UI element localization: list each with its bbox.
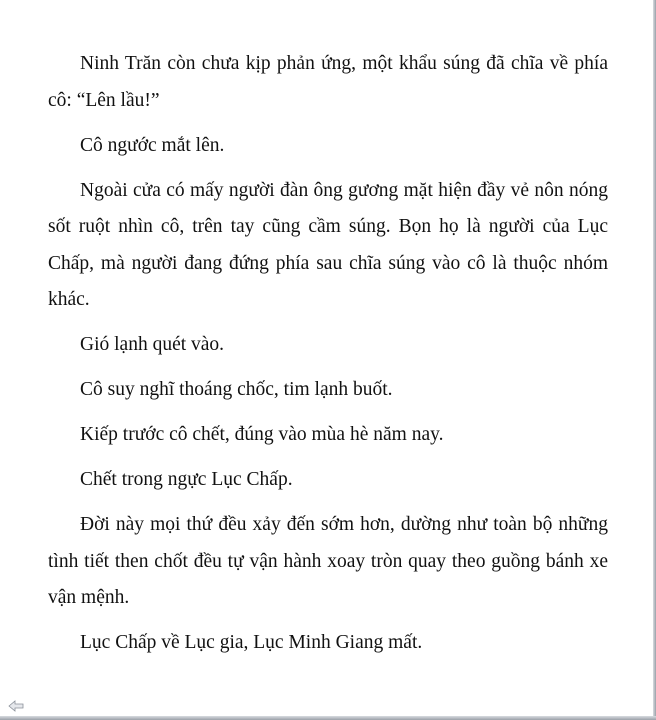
paragraph: Gió lạnh quét vào.	[80, 334, 225, 355]
page-frame-bottom	[0, 716, 656, 720]
paragraph: Đời này mọi thứ đều xảy đến sớm hơn, dường như toàn bộ những tình tiết then chốt đều tự vận hành xoay tròn quay theo guồng bánh xe vận mệnh.	[48, 514, 608, 608]
paragraph: Kiếp trước cô chết, đúng vào mùa hè năm nay.	[80, 424, 444, 445]
paragraph: Cô suy nghĩ thoáng chốc, tim lạnh buốt.	[80, 379, 393, 400]
paragraph: Lục Chấp về Lục gia, Lục Minh Giang mất.	[80, 632, 423, 653]
document-body	[48, 46, 608, 670]
paragraph: Ninh Trăn còn chưa kịp phản ứng, một khẩu súng đã chĩa về phía cô: “Lên lầu!”	[48, 53, 608, 111]
left-arrow-icon[interactable]	[8, 700, 24, 712]
paragraph: Ngoài cửa có mấy người đàn ông gương mặt hiện đầy vẻ nôn nóng sốt ruột nhìn cô, trên tay cũng cầm súng. Bọn họ là người của Lục Chấp, mà người đang đứng phía sau chĩa súng vào cô là thuộc nhóm khác.	[48, 179, 608, 310]
paragraph: Chết trong ngực Lục Chấp.	[80, 469, 293, 490]
paragraph: Cô ngước mắt lên.	[80, 134, 225, 156]
